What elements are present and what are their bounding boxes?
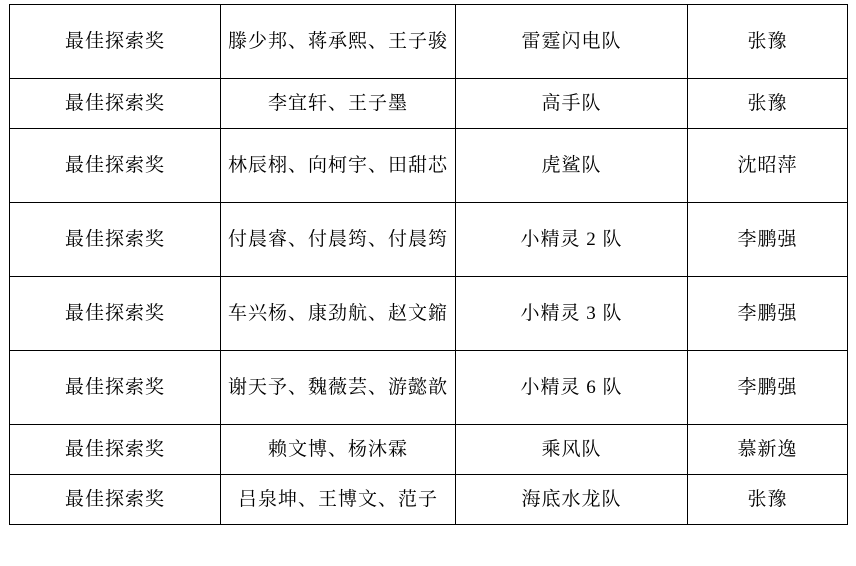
cell-award: 最佳探索奖: [10, 203, 221, 277]
cell-team: 乘风队: [456, 425, 688, 475]
cell-team: 虎鲨队: [456, 129, 688, 203]
cell-coach: 张豫: [688, 5, 848, 79]
cell-team: 小精灵 6 队: [456, 351, 688, 425]
table-row: [10, 129, 848, 203]
cell-award: 最佳探索奖: [10, 129, 221, 203]
cell-members: 李宜轩、王子墨: [221, 79, 456, 129]
cell-team: 海底水龙队: [456, 475, 688, 525]
cell-coach: 李鹏强: [688, 351, 848, 425]
table-row: [10, 351, 848, 425]
cell-team: 小精灵 2 队: [456, 203, 688, 277]
cell-team: 高手队: [456, 79, 688, 129]
award-results-table: [9, 4, 848, 525]
cell-coach: 张豫: [688, 475, 848, 525]
cell-members: 车兴杨、康劲航、赵文鏥: [221, 277, 456, 351]
cell-members: 滕少邦、蒋承熙、王子骏: [221, 5, 456, 79]
cell-members: 付晨睿、付晨筠、付晨筠: [221, 203, 456, 277]
cell-award: 最佳探索奖: [10, 351, 221, 425]
cell-award: 最佳探索奖: [10, 475, 221, 525]
table-row: [10, 475, 848, 525]
cell-coach: 李鹏强: [688, 203, 848, 277]
cell-coach: 沈昭萍: [688, 129, 848, 203]
cell-members: 赖文博、杨沐霖: [221, 425, 456, 475]
table-row: [10, 79, 848, 129]
cell-award: 最佳探索奖: [10, 5, 221, 79]
cell-award: 最佳探索奖: [10, 425, 221, 475]
cell-award: 最佳探索奖: [10, 79, 221, 129]
table-row: [10, 203, 848, 277]
cell-members: 林辰栩、向柯宇、田甜芯: [221, 129, 456, 203]
cell-award: 最佳探索奖: [10, 277, 221, 351]
table-body: [10, 5, 848, 525]
table-row: [10, 425, 848, 475]
cell-members: 吕泉坤、王博文、范子: [221, 475, 456, 525]
cell-team: 小精灵 3 队: [456, 277, 688, 351]
cell-members: 谢天予、魏薇芸、游懿歆: [221, 351, 456, 425]
cell-coach: 张豫: [688, 79, 848, 129]
cell-team: 雷霆闪电队: [456, 5, 688, 79]
cell-coach: 李鹏强: [688, 277, 848, 351]
table-row: [10, 5, 848, 79]
table-row: [10, 277, 848, 351]
cell-coach: 慕新逸: [688, 425, 848, 475]
